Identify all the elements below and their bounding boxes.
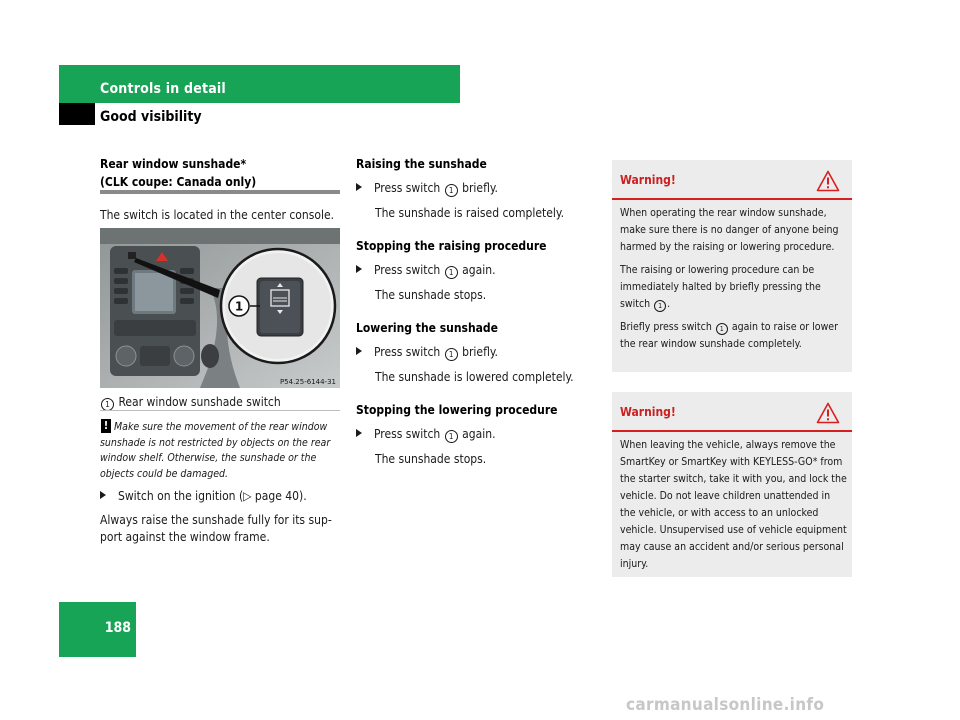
raise-result: The sunshade is raised completely. bbox=[375, 206, 565, 220]
stop-lower-result: The sunshade stops. bbox=[375, 452, 487, 466]
page-ref-link[interactable]: page 40). bbox=[251, 489, 307, 503]
console-photo bbox=[100, 228, 340, 388]
header-tab bbox=[59, 103, 95, 125]
notice-text: Make sure the movement of the rear window sunshade is not restricted by objects on the rear window shelf. Otherwise, the sunshade or the objects could be damaged. bbox=[100, 421, 331, 480]
bullet-ignition: Switch on the ignition (▷ page 40). bbox=[100, 489, 307, 503]
page-number: 188 bbox=[104, 620, 131, 636]
warning-title: Warning! bbox=[620, 173, 676, 187]
heading-sunshade-sub: (CLK coupe: Canada only) bbox=[100, 175, 257, 189]
bullet-triangle-icon bbox=[356, 183, 362, 191]
warning-divider bbox=[612, 198, 852, 200]
warning-triangle-icon bbox=[816, 170, 840, 192]
warning-triangle-icon bbox=[816, 402, 840, 424]
bullet-triangle-icon bbox=[356, 429, 362, 437]
page-ref-arrow-icon: ▷ bbox=[243, 489, 252, 503]
heading-raising: Raising the sunshade bbox=[356, 157, 487, 171]
bullet-stop-lower: Press switch 1 again. bbox=[356, 427, 496, 443]
heading-sunshade: Rear window sunshade* bbox=[100, 157, 247, 171]
stop-raise-result: The sunshade stops. bbox=[375, 288, 487, 302]
subsection-title: Good visibility bbox=[100, 109, 202, 125]
heading-lowering: Lowering the sunshade bbox=[356, 321, 498, 335]
bullet-raise: Press switch 1 briefly. bbox=[356, 181, 498, 197]
warning-title: Warning! bbox=[620, 405, 676, 419]
warning-divider bbox=[612, 430, 852, 432]
heading-rule bbox=[100, 190, 340, 194]
intro-text: The switch is located in the center console. bbox=[100, 208, 335, 222]
photo-code: P54.25-6144-31 bbox=[279, 378, 336, 386]
warning-box-children bbox=[612, 392, 852, 577]
bullet-triangle-icon bbox=[356, 347, 362, 355]
bullet-lower: Press switch 1 briefly. bbox=[356, 345, 498, 361]
photo-callout: 1 bbox=[234, 299, 244, 314]
bullet-triangle-icon bbox=[100, 491, 106, 499]
bullet-stop-raise: Press switch 1 again. bbox=[356, 263, 496, 279]
heading-stop-raising: Stopping the raising procedure bbox=[356, 239, 547, 253]
photo-caption: 1 Rear window sunshade switch bbox=[100, 394, 281, 411]
caption-number: 1 bbox=[101, 398, 114, 411]
console-illustration bbox=[100, 228, 340, 388]
notice-rule bbox=[100, 410, 340, 411]
lower-result: The sunshade is lowered completely. bbox=[375, 370, 574, 384]
notice-icon: ! bbox=[101, 419, 111, 433]
closing-text: Always raise the sunshade fully for its sup- port against the window frame. bbox=[100, 513, 332, 544]
section-title: Controls in detail bbox=[100, 81, 226, 97]
warning-body: When operating the rear window sunshade, make sure there is no danger of anyone being harmed by the raising or lowering procedure. The raising or lowering procedure can be immediately halted by briefly pressing the switch 1 . Briefly press switch 1 again to raise or lower the rear window sunshade completely. bbox=[620, 207, 839, 350]
footer-watermark: carmanualsonline.info bbox=[626, 695, 825, 715]
warning-body: When leaving the vehicle, always remove the SmartKey or SmartKey with KEYLESS-GO* from the starter switch, take it with you, and lock the vehicle. Do not leave children unattended in the vehicle, or with access to an unlocked vehicle. Unsupervised use of vehicle equipment may cause an accident and/or serious personal injury. bbox=[620, 439, 847, 570]
bullet-triangle-icon bbox=[356, 265, 362, 273]
heading-stop-lowering: Stopping the lowering procedure bbox=[356, 403, 558, 417]
warning-box-sunshade bbox=[612, 160, 852, 372]
